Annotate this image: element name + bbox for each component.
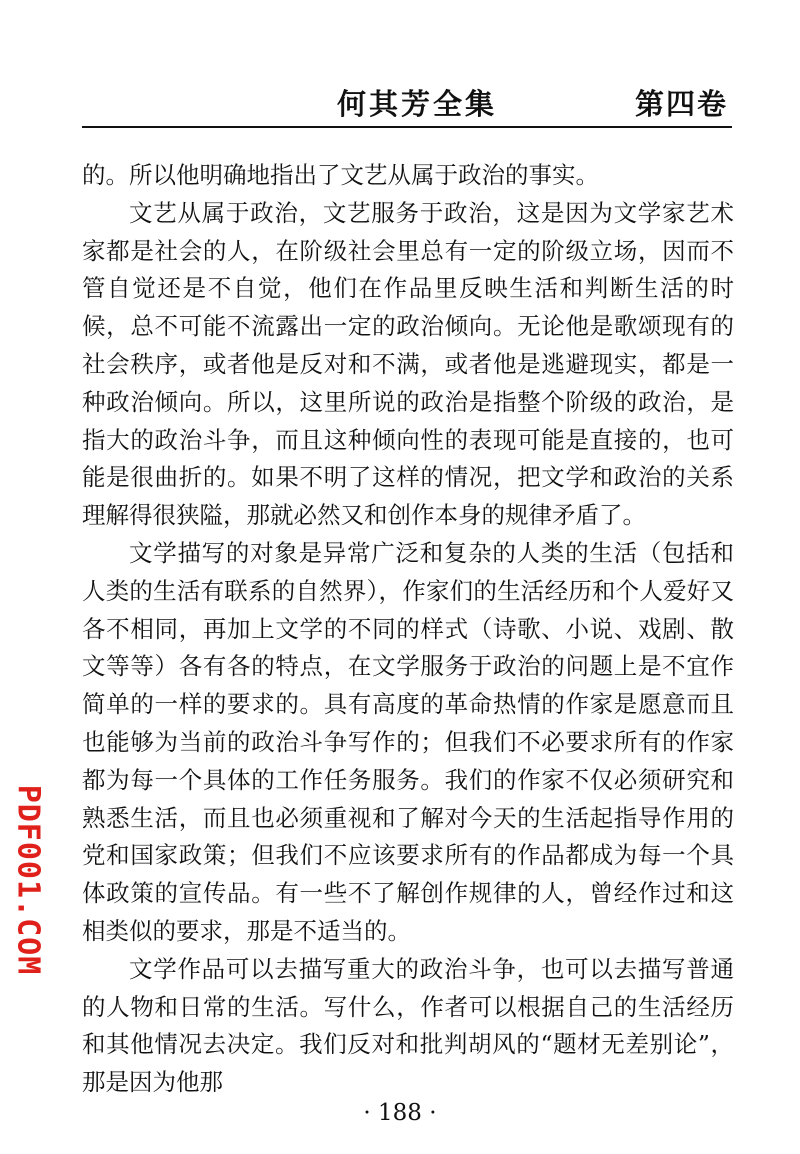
body-text	[82, 157, 734, 1102]
watermark	[8, 780, 48, 980]
paragraph-4: 文学作品可以去描写重大的政治斗争，也可以去描写普通的人物和日常的生活。写什么，作者可以根据自己的生活经历和其他情况去决定。我们反对和批判胡风的“题材无差别论”，那是因为他那	[82, 954, 734, 1097]
volume-label: 第四卷	[634, 87, 728, 121]
watermark-text: PDF001.COM	[10, 784, 46, 976]
paragraph-2: 文艺从属于政治，文艺服务于政治，这是因为文学家艺术家都是社会的人，在阶级社会里总有一定的阶级立场，因而不管自觉还是不自觉，他们在作品里反映生活和判断生活的时候，总不可能不流露出一定的政治倾向。无论他是歌颂现有的社会秩序，或者他是反对和不满，或者他是逃避现实，都是一种政治倾向。所以，这里所说的政治是指整个阶级的政治，是指大的政治斗争，而且这种倾向性的表现可能是直接的，也可能是很曲折的。如果不明了这样的情况，把文学和政治的关系理解得很狭隘，那就必然又和创作本身的规律矛盾了。	[82, 198, 734, 530]
paragraph-3: 文学描写的对象是异常广泛和复杂的人类的生活（包括和人类的生活有联系的自然界），作家们的生活经历和个人爱好又各不相同，再加上文学的不同的样式（诗歌、小说、戏剧、散文等等）各有各的特点，在文学服务于政治的问题上是不宜作简单的一样的要求的。具有高度的革命热情的作家是愿意而且也能够为当前的政治斗争写作的；但我们不必要求所有的作家都为每一个具体的工作任务服务。我们的作家不仅必须研究和熟悉生活，而且也必须重视和了解对今天的生活起指导作用的党和国家政策；但我们不应该要求所有的作品都成为每一个具体政策的宣传品。有一些不了解创作规律的人，曾经作过和这相类似的要求，那是不适当的。	[82, 538, 734, 945]
page-number: · 188 ·	[363, 1100, 437, 1126]
running-header	[82, 70, 732, 124]
header-rule	[82, 126, 732, 128]
paragraph-1: 的。所以他明确地指出了文艺从属于政治的事实。	[82, 161, 599, 189]
book-title: 何其芳全集	[337, 87, 498, 121]
